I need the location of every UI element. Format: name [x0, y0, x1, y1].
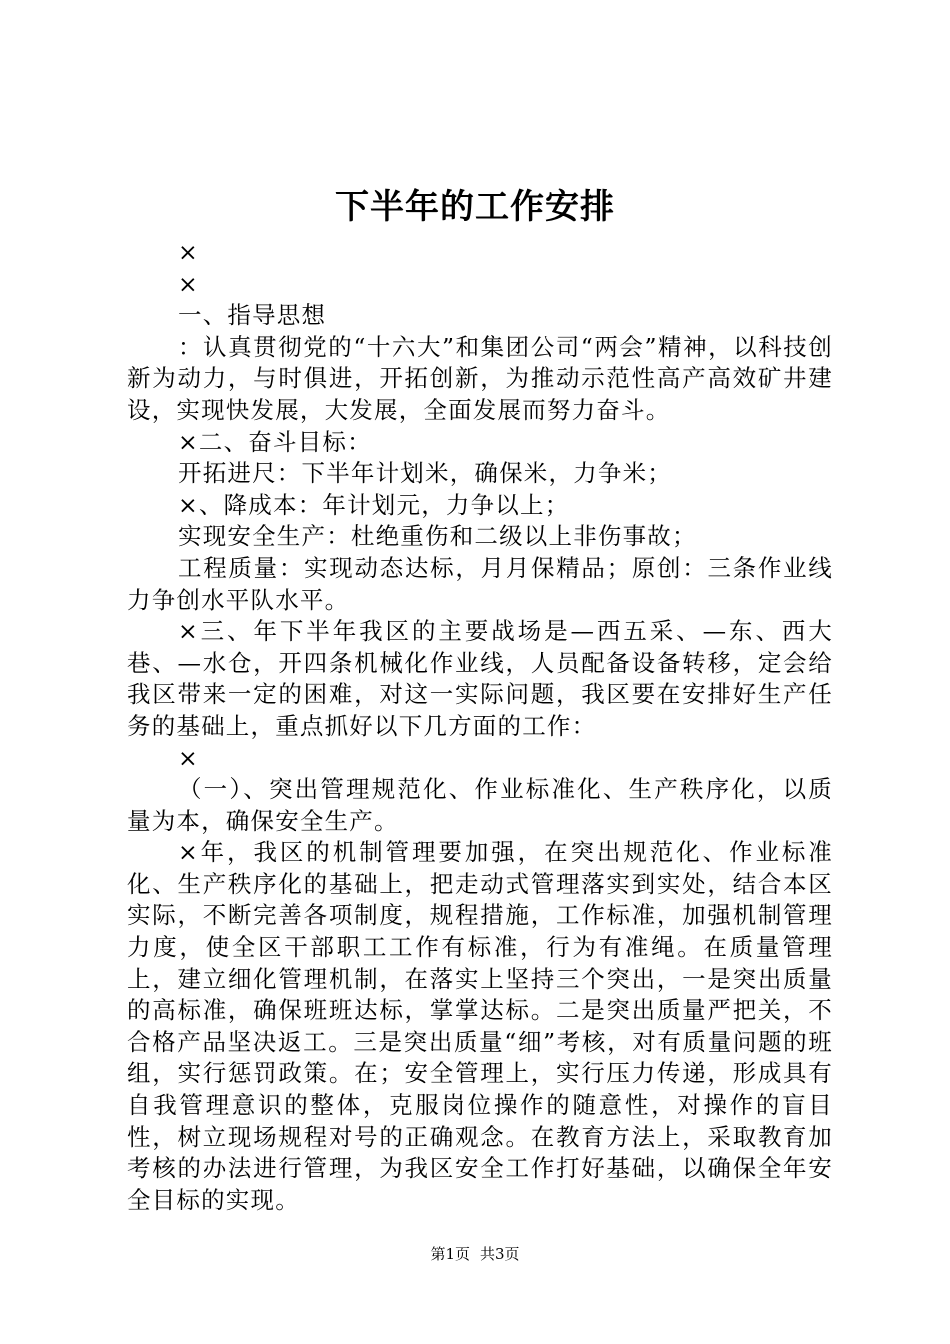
document-title: 下半年的工作安排: [335, 187, 615, 227]
goal-item-safety: 实现安全生产：杜绝重伤和二级以上非伤事故；: [178, 522, 697, 551]
page-footer: [0, 1243, 950, 1265]
page-number: 第1页: [430, 1245, 470, 1263]
subsection-heading-one: （一）、突出管理规范化、作业标准化、生产秩序化，以质量为本，确保安全生产。: [127, 775, 833, 835]
goal-item-quality: 工程质量：实现动态达标，月月保精品；原创：三条作业线力争创水平队水平。: [127, 553, 833, 614]
paragraph-management: ×年，我区的机制管理要加强，在突出规范化、作业标准化、生产秩序化的基础上，把走动式管理落实到实处，结合本区实际，不断完善各项制度，规程措施，工作标准，加强机制管理力度，使全区干部职工工作有标准，行为有准绳。在质量管理上，建立细化管理机制，在落实上坚持三个突出，一是突出质量的高标准，确保班班达标，掌掌达标。二是突出质量严把关，不合格产品坚决返工。三是突出质量“细”考核，对有质量问题的班组，实行惩罚政策。在；安全管理上，实行压力传递，形成具有自我管理意识的整体，克服岗位操作的随意性，对操作的盲目性，树立现场规程对号的正确观念。在教育方法上，采取教育加考核的办法进行管理，为我区安全工作打好基础，以确保全年安全目标的实现。: [127, 838, 833, 1214]
document-body: [127, 237, 833, 1216]
section-heading-guiding-thought: 一、指导思想: [178, 301, 327, 330]
paragraph-marker-2: ×: [178, 269, 199, 298]
paragraph-marker-1: ×: [178, 238, 199, 266]
page-total: 共3页: [480, 1245, 520, 1263]
goal-item-excavation: 开拓进尺：下半年计划米，确保米，力争米；: [178, 459, 672, 488]
paragraph-marker-3: ×: [178, 743, 199, 772]
goal-item-cost-reduction: ×、降成本：年计划元，力争以上；: [178, 490, 570, 519]
paragraph-guiding-thought: ：认真贯彻党的“十六大”和集团公司“两会”精神，以科技创新为动力，与时俱进，开拓创新，为推动示范性高产高效矿井建设，实现快发展，大发展，全面发展而努力奋斗。: [127, 332, 833, 424]
section-third-main-battlefield: ×三、年下半年我区的主要战场是—西五采、—东、西大巷、—水仓，开四条机械化作业线，人员配备设备转移，定会给我区带来一定的困难，对这一实际问题，我区要在安排好生产任务的基础上，重点抓好以下几方面的工作：: [127, 617, 833, 740]
section-heading-goals: ×二、奋斗目标：: [178, 427, 372, 456]
